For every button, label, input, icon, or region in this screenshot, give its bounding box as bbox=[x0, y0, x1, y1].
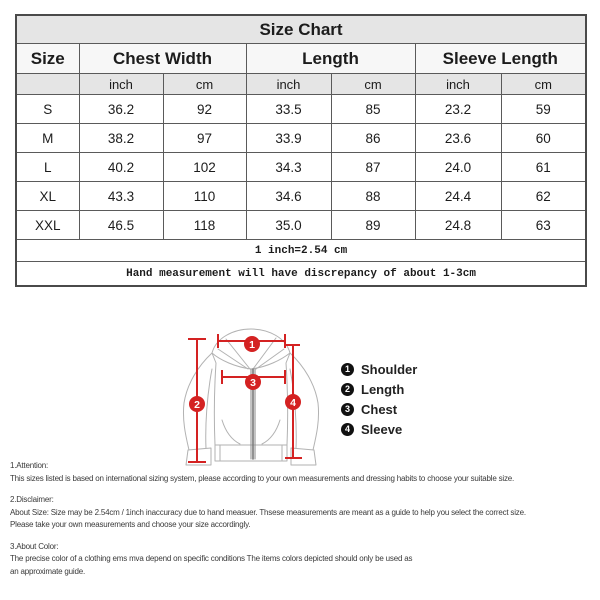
note-line: This sizes listed is based on international sizing system, please according to your own measurements and dressing habits to choose your suitable size. bbox=[10, 473, 515, 483]
note-line: About Size: Size may be 2.54cm / 1inch inaccuracy due to hand measuer. Thsese measurements are meant as a guide to help you select the correct size. bbox=[10, 507, 526, 517]
table-cell: 89 bbox=[331, 211, 415, 240]
number-1-circle-icon: 1 bbox=[341, 363, 354, 376]
shoulder-marker-number: 1 bbox=[249, 338, 255, 351]
note-heading: 2.Disclaimer: bbox=[10, 495, 54, 504]
table-cell: 23.2 bbox=[415, 95, 501, 124]
table-cell: 33.9 bbox=[246, 124, 331, 153]
col-header-chest-width: Chest Width bbox=[79, 44, 246, 74]
table-cell: S bbox=[16, 95, 79, 124]
col-header-sleeve-length: Sleeve Length bbox=[415, 44, 586, 74]
table-cell: 102 bbox=[163, 153, 246, 182]
table-cell: 34.3 bbox=[246, 153, 331, 182]
diagram-legend bbox=[341, 362, 417, 442]
table-row-l bbox=[16, 153, 586, 182]
legend-label: Length bbox=[361, 381, 405, 397]
table-cell: 118 bbox=[163, 211, 246, 240]
length-marker-number: 2 bbox=[194, 398, 200, 411]
table-title: Size Chart bbox=[16, 15, 586, 44]
note-line: Please take your own measurements and choose your size accordingly. bbox=[10, 520, 251, 529]
legend-label: Sleeve bbox=[361, 421, 403, 437]
sleeve-marker-number: 4 bbox=[290, 396, 296, 409]
size-chart-table bbox=[15, 14, 587, 287]
table-row-m bbox=[16, 124, 586, 153]
table-cell: 86 bbox=[331, 124, 415, 153]
table-header-row bbox=[16, 44, 586, 74]
conversion-note: 1 inch=2.54 cm bbox=[16, 240, 586, 262]
notes-section bbox=[10, 460, 596, 587]
table-cell: 24.4 bbox=[415, 182, 501, 211]
legend-item-length bbox=[341, 382, 417, 396]
table-cell: 92 bbox=[163, 95, 246, 124]
note-line: The precise color of a clothing ems mva depend on specific conditions The items colors depicted should only be used as bbox=[10, 554, 413, 563]
table-cell: 23.6 bbox=[415, 124, 501, 153]
table-cell: 61 bbox=[501, 153, 586, 182]
number-3-circle-icon: 3 bbox=[341, 403, 354, 416]
hoodie-measurement-diagram bbox=[160, 325, 360, 475]
table-cell: 87 bbox=[331, 153, 415, 182]
measurement-note: Hand measurement will have discrepancy of about 1-3cm bbox=[16, 262, 586, 287]
table-cell: 36.2 bbox=[79, 95, 163, 124]
table-cell: 24.0 bbox=[415, 153, 501, 182]
legend-label: Shoulder bbox=[361, 361, 418, 377]
table-cell: XL bbox=[16, 182, 79, 211]
note-heading: 1.Attention: bbox=[10, 461, 49, 470]
number-4-circle-icon: 4 bbox=[341, 423, 354, 436]
table-row-s bbox=[16, 95, 586, 124]
table-cell: 63 bbox=[501, 211, 586, 240]
unit-cell: cm bbox=[163, 74, 246, 95]
table-cell: 62 bbox=[501, 182, 586, 211]
table-cell: L bbox=[16, 153, 79, 182]
table-cell: 34.6 bbox=[246, 182, 331, 211]
table-cell: 40.2 bbox=[79, 153, 163, 182]
table-title-row bbox=[16, 15, 586, 44]
table-cell: 35.0 bbox=[246, 211, 331, 240]
table-cell: 43.3 bbox=[79, 182, 163, 211]
note-heading: 3.About Color: bbox=[10, 541, 59, 551]
table-cell: 97 bbox=[163, 124, 246, 153]
table-row-xxl bbox=[16, 211, 586, 240]
legend-label: Chest bbox=[361, 401, 398, 417]
note-line: an approximate guide. bbox=[10, 566, 85, 576]
table-cell: M bbox=[16, 124, 79, 153]
table-cell: XXL bbox=[16, 211, 79, 240]
unit-cell: inch bbox=[246, 74, 331, 95]
conversion-note-row bbox=[16, 240, 586, 262]
col-header-size: Size bbox=[16, 44, 79, 74]
legend-item-sleeve bbox=[341, 422, 417, 436]
number-2-circle-icon: 2 bbox=[341, 383, 354, 396]
table-cell: 38.2 bbox=[79, 124, 163, 153]
table-cell: 85 bbox=[331, 95, 415, 124]
col-header-length: Length bbox=[246, 44, 415, 74]
unit-cell: cm bbox=[331, 74, 415, 95]
table-unit-row bbox=[16, 74, 586, 95]
table-cell: 59 bbox=[501, 95, 586, 124]
attention-note bbox=[10, 460, 596, 485]
legend-item-chest bbox=[341, 402, 417, 416]
measurement-note-row bbox=[16, 262, 586, 287]
table-cell: 46.5 bbox=[79, 211, 163, 240]
unit-cell-empty bbox=[16, 74, 79, 95]
chest-marker-number: 3 bbox=[250, 376, 256, 389]
table-cell: 110 bbox=[163, 182, 246, 211]
unit-cell: inch bbox=[415, 74, 501, 95]
table-cell: 33.5 bbox=[246, 95, 331, 124]
unit-cell: inch bbox=[79, 74, 163, 95]
table-row-xl bbox=[16, 182, 586, 211]
unit-cell: cm bbox=[501, 74, 586, 95]
table-cell: 24.8 bbox=[415, 211, 501, 240]
table-cell: 88 bbox=[331, 182, 415, 211]
disclaimer-note bbox=[10, 494, 596, 532]
legend-item-shoulder bbox=[341, 362, 417, 376]
about-color-note bbox=[10, 541, 596, 579]
table-cell: 60 bbox=[501, 124, 586, 153]
